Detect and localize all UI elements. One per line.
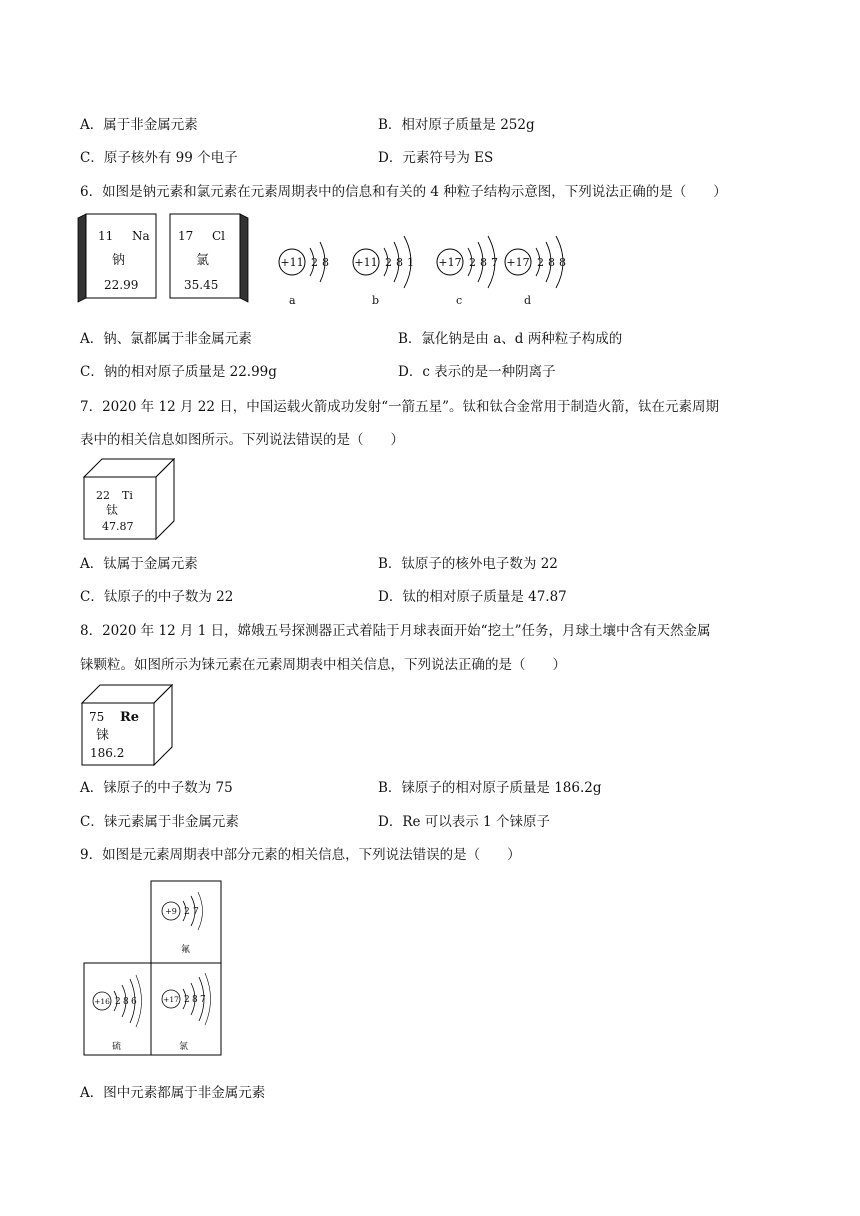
q6-option-a: A．钠、氯都属于非金属元素 xyxy=(80,331,252,347)
particle-c-label: c xyxy=(456,294,463,307)
particle-b-label: b xyxy=(372,294,380,307)
q9-figure xyxy=(82,879,224,1059)
ti-symbol: Ti xyxy=(122,489,133,502)
q6-figure-d xyxy=(500,214,600,314)
q5-option-c: C．原子核外有 99 个电子 xyxy=(80,150,238,166)
svg-text:8: 8 xyxy=(322,256,329,269)
re-number: 75 xyxy=(89,710,105,724)
q8-element-card xyxy=(82,685,182,767)
q9-option-a: A．图中元素都属于非金属元素 xyxy=(80,1085,266,1101)
ti-mass: 47.87 xyxy=(102,520,134,533)
svg-text:+16: +16 xyxy=(94,997,110,1006)
q7-stem-line1: 7．2020 年 12 月 22 日，中国运载火箭成功发射“一箭五星”。钛和钛合金常用于制造火箭，钛在元素周期 xyxy=(80,399,720,415)
q5-option-a: A．属于非金属元素 xyxy=(80,117,198,133)
svg-text:8: 8 xyxy=(192,995,198,1005)
q5-option-d: D．元素符号为 ES xyxy=(378,150,494,166)
q7-element-card xyxy=(84,459,184,543)
cl-mass: 35.45 xyxy=(184,278,219,292)
q7-stem-line2: 表中的相关信息如图所示。下列说法错误的是（ ） xyxy=(80,432,404,448)
chlorine-name: 氯 xyxy=(179,1042,189,1052)
na-name: 钠 xyxy=(112,253,126,268)
q6-option-d: D．c 表示的是一种阴离子 xyxy=(398,364,556,380)
sulfur-name: 硫 xyxy=(112,1042,122,1052)
q8-option-a: A．铼原子的中子数为 75 xyxy=(80,780,233,796)
ti-number: 22 xyxy=(96,489,110,502)
svg-text:+17: +17 xyxy=(506,256,530,269)
svg-text:8: 8 xyxy=(559,256,566,269)
q8-stem-line2: 铼颗粒。如图所示为铼元素在元素周期表中相关信息，下列说法正确的是（ ） xyxy=(80,657,566,673)
svg-text:+17: +17 xyxy=(163,995,179,1004)
svg-text:2: 2 xyxy=(537,256,544,269)
na-number: 11 xyxy=(98,229,114,243)
q8-option-b: B．铼原子的相对原子质量是 186.2g xyxy=(378,780,602,796)
svg-text:8: 8 xyxy=(480,256,487,269)
particle-c xyxy=(437,236,498,307)
q7-option-a: A．钛属于金属元素 xyxy=(80,556,198,572)
particle-d xyxy=(505,236,566,307)
cl-name: 氯 xyxy=(196,253,210,268)
element-card-cl xyxy=(170,214,248,302)
re-symbol: Re xyxy=(120,710,140,725)
na-mass: 22.99 xyxy=(104,278,139,292)
re-name: 铼 xyxy=(96,728,110,743)
q8-stem-line1: 8．2020 年 12 月 1 日，嫦娥五号探测器正式着陆于月球表面开始“挖土”任务，月球土壤中含有天然金属 xyxy=(80,623,711,639)
svg-text:2: 2 xyxy=(469,256,476,269)
q8-option-c: C．铼元素属于非金属元素 xyxy=(80,814,239,830)
particle-a-label: a xyxy=(289,294,296,307)
q6-option-b: B．氯化钠是由 a、d 两种粒子构成的 xyxy=(398,331,623,347)
cell-fluorine xyxy=(151,881,221,963)
na-symbol: Na xyxy=(132,229,150,243)
cl-number: 17 xyxy=(178,229,194,243)
q7-option-c: C．钛原子的中子数为 22 xyxy=(80,589,234,605)
svg-text:+17: +17 xyxy=(438,256,462,269)
svg-text:8: 8 xyxy=(548,256,555,269)
svg-text:2: 2 xyxy=(184,995,190,1005)
fluorine-name: 氟 xyxy=(181,945,191,955)
q6-option-c: C．钠的相对原子质量是 22.99g xyxy=(80,364,277,380)
q5-option-b: B．相对原子质量是 252g xyxy=(378,117,535,133)
particle-b xyxy=(353,236,414,307)
svg-text:+11: +11 xyxy=(280,256,304,269)
svg-text:7: 7 xyxy=(491,256,498,269)
svg-text:+11: +11 xyxy=(354,256,378,269)
svg-text:+9: +9 xyxy=(165,907,177,916)
q7-option-d: D．钛的相对原子质量是 47.87 xyxy=(378,589,567,605)
svg-text:8: 8 xyxy=(123,997,129,1007)
svg-text:1: 1 xyxy=(407,256,414,269)
svg-text:7: 7 xyxy=(193,907,199,917)
q7-option-b: B．钛原子的核外电子数为 22 xyxy=(378,556,558,572)
re-mass: 186.2 xyxy=(90,746,125,760)
q9-stem: 9．如图是元素周期表中部分元素的相关信息，下列说法错误的是（ ） xyxy=(80,847,521,863)
particle-d-label: d xyxy=(524,294,532,307)
cl-symbol: Cl xyxy=(212,229,226,243)
svg-text:2: 2 xyxy=(184,907,190,917)
ti-name: 钛 xyxy=(106,503,119,517)
q6-stem: 6．如图是钠元素和氯元素在元素周期表中的信息和有关的 4 种粒子结构示意图，下列说法正确的是（ ） xyxy=(80,184,727,200)
svg-text:2: 2 xyxy=(385,256,392,269)
q6-figure xyxy=(78,214,508,314)
cell-chlorine xyxy=(151,963,221,1055)
particle-a xyxy=(279,242,329,307)
cell-sulfur xyxy=(84,963,151,1055)
q8-option-d: D．Re 可以表示 1 个铼原子 xyxy=(378,814,550,830)
element-card-na xyxy=(78,214,156,302)
svg-text:7: 7 xyxy=(200,995,206,1005)
svg-text:2: 2 xyxy=(311,256,318,269)
svg-text:2: 2 xyxy=(115,997,121,1007)
svg-text:6: 6 xyxy=(131,997,137,1007)
svg-text:8: 8 xyxy=(396,256,403,269)
